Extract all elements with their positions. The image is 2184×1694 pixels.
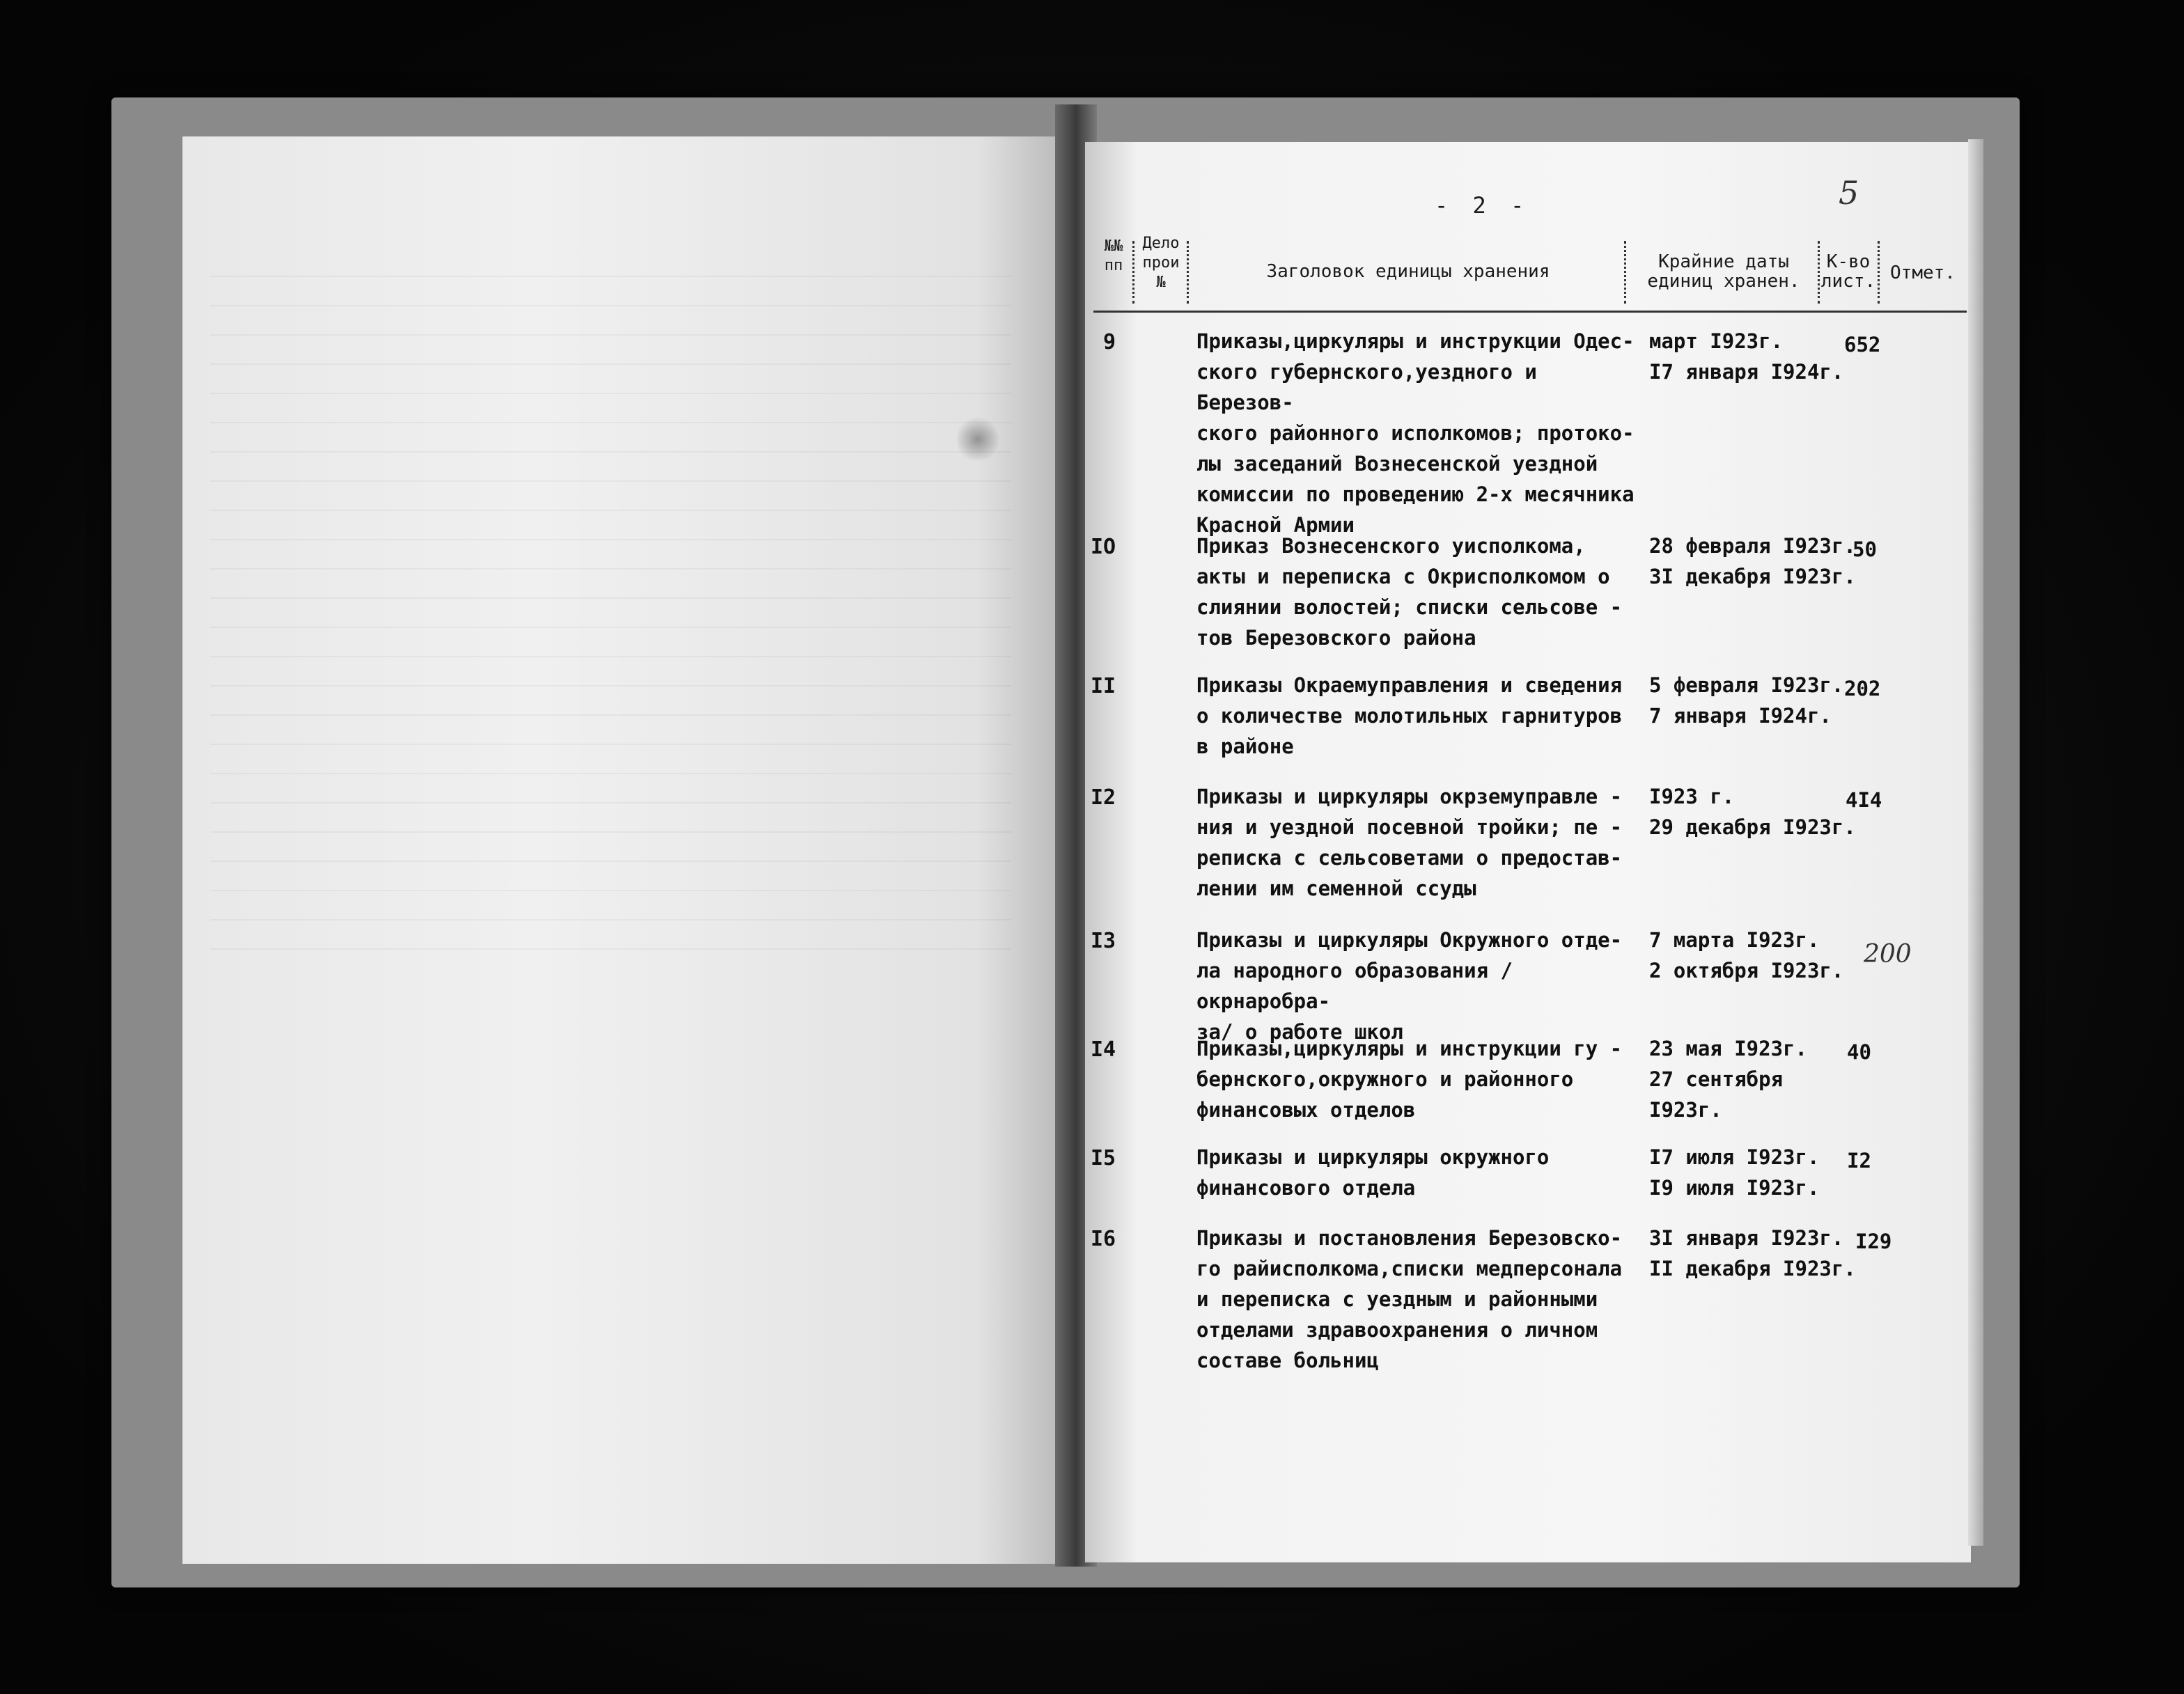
row-title: Приказы и циркуляры Окружного отде- ла народного образования /окрнаробра- за/ о работе школ xyxy=(1196,928,1623,1044)
row-dates: март I923г. I7 января I924г. xyxy=(1649,329,1844,384)
row-sheets: 202 xyxy=(1844,677,1881,700)
row-sheets: 50 xyxy=(1852,538,1877,561)
row-sheets: I29 xyxy=(1855,1230,1892,1253)
page-stack-edge xyxy=(1968,139,1983,1546)
row-dates: 3I января I923г. II декабря I923г. xyxy=(1649,1226,1856,1280)
row-dates: 28 февраля I923г. 3I декабря I923г. xyxy=(1649,534,1856,588)
row-title: Приказы и постановления Березовско- го райисполкома,списки медперсонала и переписка с уездным и районными отделами здравоохранения о личном составе больниц xyxy=(1196,1226,1623,1372)
ink-smudge xyxy=(957,415,999,464)
header-title: Заголовок единицы хранения xyxy=(1266,261,1550,282)
row-number: I3 xyxy=(1091,929,1116,953)
header-note: Отмет. xyxy=(1890,262,1956,283)
row-number: 9 xyxy=(1103,330,1116,354)
row-dates: 23 мая I923г. 27 сентября I923г. xyxy=(1649,1037,1807,1122)
left-page xyxy=(182,136,1066,1564)
row-number: I2 xyxy=(1091,785,1116,810)
header-case: Дело прои № xyxy=(1142,235,1180,291)
row-sheets: 652 xyxy=(1844,333,1881,356)
row-number: I5 xyxy=(1091,1146,1116,1170)
header-num: №№ пп xyxy=(1104,237,1123,274)
row-dates: 7 марта I923г. 2 октября I923г. xyxy=(1649,928,1844,982)
bleed-through-text xyxy=(210,248,1011,950)
row-title: Приказ Вознесенского уисполкома, акты и переписка с Окрисполкомом о слиянии волостей; списки сельсове - тов Березовского района xyxy=(1196,534,1623,650)
row-dates: 5 февраля I923г. 7 января I924г. xyxy=(1649,673,1844,728)
row-sheets: 4I4 xyxy=(1846,788,1882,812)
row-sheets: 40 xyxy=(1847,1040,1871,1064)
header-separator xyxy=(1624,241,1628,304)
header-separator xyxy=(1187,241,1191,304)
row-number: I4 xyxy=(1091,1037,1116,1062)
row-sheets: I2 xyxy=(1847,1149,1871,1173)
header-dates: Крайние даты единиц хранен. xyxy=(1647,251,1800,292)
row-title: Приказы и циркуляры окрземуправле - ния и уездной посевной тройки; пе - реписка с сельсоветами о предостав- лении им семенной ссуды xyxy=(1196,785,1623,900)
row-title: Приказы и циркуляры окружного финансового отдела xyxy=(1196,1145,1550,1200)
row-dates: I923 г. 29 декабря I923г. xyxy=(1649,785,1856,839)
row-title: Приказы Окраемуправления и сведения о количестве молотильных гарнитуров в районе xyxy=(1196,673,1623,758)
handwritten-note: 200 xyxy=(1864,940,1912,968)
row-number: I6 xyxy=(1091,1227,1116,1251)
row-title: Приказы,циркуляры и инструкции гу - бернского,окружного и районного финансовых отделов xyxy=(1196,1037,1623,1122)
header-sheets: К-во лист. xyxy=(1820,251,1876,292)
row-title: Приказы,циркуляры и инструкции Одес- ского губернского,уездного и Березов- ского районного исполкомов; протоко- лы заседаний Вознесенской уездной комиссии по проведению 2-х месячника Красной Армии xyxy=(1196,329,1635,537)
row-dates: I7 июля I923г. I9 июля I923г. xyxy=(1649,1145,1820,1200)
row-number: IO xyxy=(1091,535,1116,559)
header-rule xyxy=(1093,311,1967,313)
handwritten-page-number: 5 xyxy=(1839,174,1859,212)
row-number: II xyxy=(1091,674,1116,698)
page-number: - 2 - xyxy=(1435,192,1530,219)
